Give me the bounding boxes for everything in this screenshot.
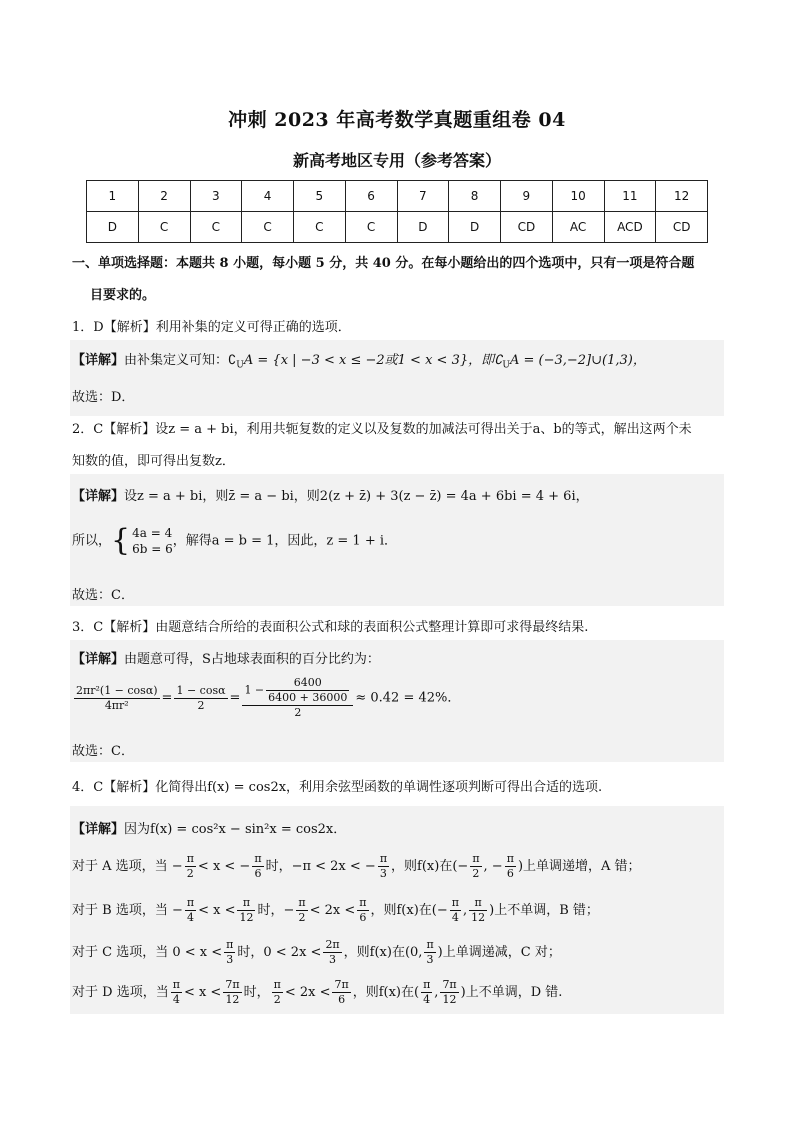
q3-detail-text: 由题意可得，S占地球表面积的百分比约为： (124, 652, 380, 667)
denominator: 6400 + 36000 (268, 691, 348, 704)
q2-system (72, 525, 397, 557)
fraction (74, 684, 160, 713)
answer-table (86, 180, 708, 243)
detail-label: 【详解】 (72, 652, 125, 667)
denominator: 6 (338, 993, 346, 1006)
q4-option-b (72, 896, 599, 925)
fraction (171, 978, 182, 1007)
answer-cell: C (242, 212, 294, 243)
text: 对于 C 选项，当 0 < x < (72, 945, 223, 960)
fraction (332, 978, 350, 1007)
equation-system (132, 525, 173, 557)
denominator: 3 (426, 953, 434, 966)
answer-cell: D (449, 212, 501, 243)
fraction (185, 896, 196, 925)
section-heading-continued: 目要求的。 (90, 288, 156, 303)
page-subtitle: 新高考地区专用（参考答案） (292, 151, 501, 170)
numerator (242, 676, 353, 706)
question-number-cell: 11 (604, 181, 656, 212)
numerator: π (273, 978, 281, 991)
text: , (463, 903, 468, 918)
text: )上单调递减，C 对； (437, 945, 561, 960)
numerator: π (423, 978, 431, 991)
denominator: 2 (197, 698, 205, 712)
denominator: 4πr² (104, 698, 129, 712)
question-number-cell: 7 (397, 181, 449, 212)
q2-so-suffix: ，解得a = b = 1，因此，z = 1 + i． (172, 533, 398, 549)
question-number-cell: 3 (190, 181, 242, 212)
text: 对于 A 选项，当 − (72, 859, 183, 874)
text: ，则f(x)在(0, (343, 945, 423, 960)
q4-detail (72, 818, 346, 837)
denominator: 2 (273, 993, 281, 1006)
question-number-cell: 4 (242, 181, 294, 212)
fraction (252, 852, 263, 881)
fraction (424, 938, 435, 967)
question-number-cell: 10 (552, 181, 604, 212)
denominator: 12 (239, 911, 254, 924)
denominator: 2 (472, 867, 480, 880)
compound-fraction (242, 676, 353, 720)
numerator: 1 − cosα (176, 683, 226, 697)
q3-result: ≈ 0.42 = 42%． (355, 690, 461, 706)
numerator: π (472, 852, 480, 865)
fraction (357, 896, 368, 925)
fraction (378, 852, 389, 881)
fraction (440, 978, 458, 1007)
answer-cell: CD (656, 212, 708, 243)
fraction (224, 938, 235, 967)
answer-cell: C (345, 212, 397, 243)
answer-cell: C (138, 212, 190, 243)
text: 时，−π < 2x < − (265, 859, 376, 874)
fraction (470, 852, 481, 881)
equation-line: 6b = 6 (132, 542, 173, 556)
fraction (223, 978, 241, 1007)
numerator: π (506, 852, 514, 865)
denominator: 2 (186, 867, 194, 880)
fraction (296, 896, 307, 925)
numerator: 2π (325, 938, 340, 951)
page-title: 冲刺 2023 年高考数学真题重组卷 04 (228, 109, 566, 131)
text: ，则f(x)在( (352, 985, 420, 1000)
text: , (434, 985, 439, 1000)
q4-detail-text: 因为f(x) = cos²x − sin²x = cos2x． (124, 822, 347, 837)
text: 对于 D 选项，当 (72, 985, 169, 1000)
question-number-cell: 8 (449, 181, 501, 212)
brace-icon: { (111, 523, 131, 558)
numerator: π (226, 938, 234, 951)
q2-analysis-line1: 2．C【解析】设z = a + bi，利用共轭复数的定义以及复数的加减法可得出关于a、b的等式，解出这两个未 (72, 422, 692, 437)
fraction (323, 938, 341, 967)
q4-option-a (72, 852, 641, 881)
q2-choose: 故选：C． (72, 588, 134, 603)
text: , − (483, 859, 503, 874)
q1-detail-expr2: A = (−3,−2]∪(1,3)， (509, 353, 646, 368)
question-number-cell: 2 (138, 181, 190, 212)
detail-label: 【详解】 (72, 353, 125, 368)
q1-detail-expr: A = {x | −3 < x ≤ −2或1 < x < 3}，即∁ (243, 353, 503, 368)
text: )上不单调，D 错. (460, 985, 563, 1000)
numerator: π (186, 896, 195, 909)
question-number-cell: 12 (656, 181, 708, 212)
denominator: 12 (471, 911, 486, 924)
answer-cell: AC (552, 212, 604, 243)
denominator: 6 (254, 867, 262, 880)
text: )上单调递增，A 错； (517, 859, 641, 874)
q1-detail-text: 由补集定义可知：∁ (124, 353, 237, 368)
q3-detail (72, 648, 380, 667)
q1-choose: 故选：D． (72, 390, 135, 405)
numerator: π (254, 852, 262, 865)
fraction (469, 896, 487, 925)
q1-analysis: 1．D【解析】利用补集的定义可得正确的选项． (72, 320, 351, 335)
question-number-cell: 9 (501, 181, 553, 212)
complement-subscript: U (502, 360, 510, 371)
numerator: 7π (442, 978, 457, 991)
detail-label: 【详解】 (72, 489, 125, 504)
denominator: 2 (294, 706, 302, 719)
answer-cell: C (190, 212, 242, 243)
question-number-cell: 1 (87, 181, 139, 212)
answer-table-number-row (87, 181, 708, 212)
fraction (421, 978, 432, 1007)
numerator: 7π (334, 978, 349, 991)
denominator: 4 (186, 911, 194, 924)
text: < 2x < (284, 985, 331, 1000)
text: 时，− (257, 903, 295, 918)
numerator: π (237, 896, 255, 911)
text: 对于 B 选项，当 − (72, 903, 183, 918)
denominator: 3 (226, 953, 234, 966)
denominator: 3 (379, 867, 387, 880)
numerator: π (451, 896, 459, 909)
text: < x < (183, 985, 222, 1000)
denominator: 2 (298, 911, 306, 924)
numerator: π (186, 852, 194, 865)
numerator-prefix: 1 − (244, 683, 265, 697)
denominator: 3 (329, 953, 337, 966)
fraction (272, 978, 283, 1007)
numerator: π (469, 896, 487, 911)
text: 时， (243, 985, 270, 1000)
numerator: 6400 (266, 676, 349, 691)
text: ，则f(x)在(− (370, 903, 448, 918)
equation-line: 4a = 4 (132, 526, 173, 540)
q3-choose: 故选：C． (72, 744, 134, 759)
answer-cell: D (397, 212, 449, 243)
answer-cell: ACD (604, 212, 656, 243)
text: < 2x < (309, 903, 356, 918)
question-number-cell: 6 (345, 181, 397, 212)
fraction (174, 684, 227, 713)
fraction (505, 852, 516, 881)
q4-option-c (72, 938, 561, 967)
denominator: 6 (359, 911, 367, 924)
answer-cell: D (87, 212, 139, 243)
numerator: 7π (225, 978, 240, 991)
question-number-cell: 5 (294, 181, 346, 212)
q4-analysis: 4．C【解析】化简得出f(x) = cos2x，利用余弦型函数的单调性逐项判断可得出合适的选项. (72, 780, 603, 795)
complement-subscript: U (236, 360, 244, 371)
numerator: π (426, 938, 434, 951)
q1-detail (72, 349, 646, 371)
denominator: 4 (423, 993, 431, 1006)
section-heading: 一、单项选择题：本题共 8 小题，每小题 5 分，共 40 分。在每小题给出的四个选项中，只有一项是符合题 (72, 256, 695, 271)
numerator: π (172, 978, 180, 991)
numerator: π (359, 896, 367, 909)
denominator: 4 (172, 993, 180, 1006)
text: < x < (198, 903, 236, 918)
denominator: 6 (506, 867, 514, 880)
text: < x < − (197, 859, 251, 874)
numerator: 2πr²(1 − cosα) (76, 683, 158, 697)
text: 时，0 < 2x < (237, 945, 322, 960)
q2-detail (72, 485, 589, 504)
q3-analysis: 3．C【解析】由题意结合所给的表面积公式和球的表面积公式整理计算即可求得最终结果. (72, 620, 589, 635)
denominator: 12 (225, 993, 240, 1006)
numerator: π (379, 852, 388, 865)
text: ，则f(x)在(− (391, 859, 469, 874)
fraction (185, 852, 196, 881)
answer-cell: CD (501, 212, 553, 243)
fraction (237, 896, 255, 925)
q3-formula: $\frac{\text{2πr²(1 − cosα)}}{\text{4πr²}}$ = $\frac{1 - \cos\alpha}{2}$ = 1 − $\frac{6400}{6400 + 36000}$ 2 ≈ 0.42 = 42%． (76, 676, 461, 719)
q2-analysis-line2: 知数的值，即可得出复数z． (72, 454, 235, 469)
text: )上不单调，B 错； (489, 903, 599, 918)
inner-fraction (266, 676, 349, 705)
detail-label: 【详解】 (72, 822, 125, 837)
q4-option-d (72, 978, 562, 1007)
q2-detail-text: 设z = a + bi，则z̄ = a − bi，则2(z + z̄) + 3(z − z̄) = 4a + 6bi = 4 + 6i， (124, 489, 589, 504)
fraction (450, 896, 461, 925)
answer-cell: C (294, 212, 346, 243)
denominator: 12 (442, 993, 457, 1006)
denominator: 4 (451, 911, 459, 924)
q2-so-prefix: 所以， (72, 533, 112, 549)
answer-table-answer-row (87, 212, 708, 243)
numerator: π (298, 896, 306, 909)
